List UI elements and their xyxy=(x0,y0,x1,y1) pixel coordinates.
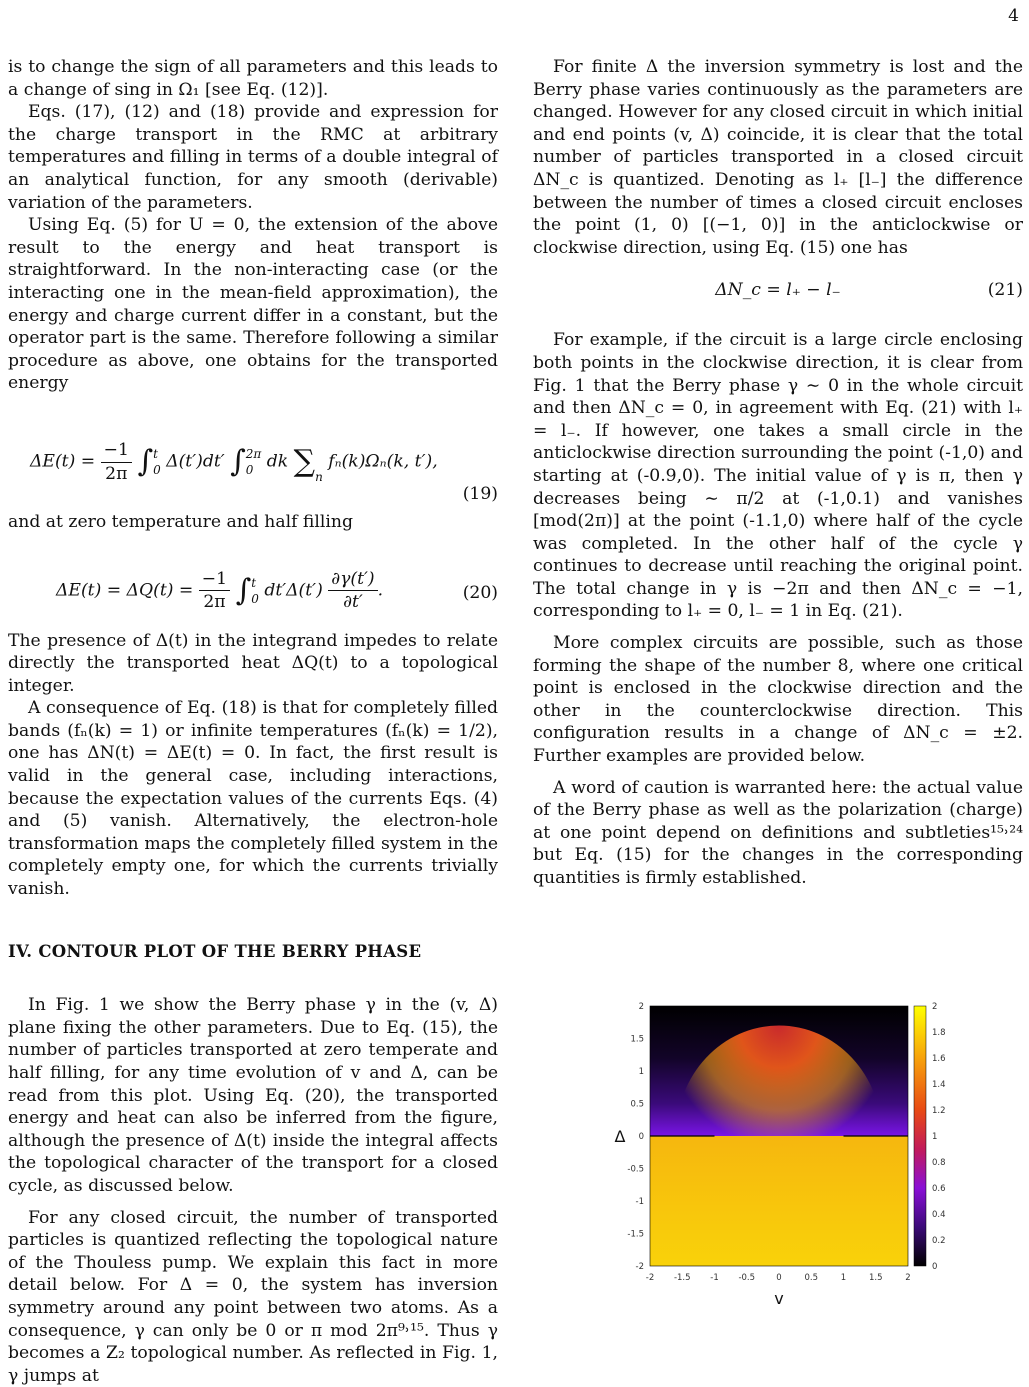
x-tick-label: 0 xyxy=(776,1273,782,1283)
x-tick-label: -2 xyxy=(645,1273,655,1283)
paragraph: is to change the sign of all parameters and this leads to a change of sing in Ω₁ [see Eq. (12)]. xyxy=(8,57,498,100)
eq21-body: ΔN_c = l₊ − l₋ xyxy=(715,280,841,301)
heatmap-chart xyxy=(600,996,980,1326)
colorbar-tick-label: 1.6 xyxy=(932,1054,946,1064)
y-tick-label: 1 xyxy=(638,1067,644,1077)
colorbar-tick-label: 1.8 xyxy=(932,1028,946,1038)
section-title: IV. CONTOUR PLOT OF THE BERRY PHASE xyxy=(8,941,422,961)
x-tick-label: -1 xyxy=(710,1273,719,1283)
eq20-number: (20) xyxy=(462,582,498,603)
x-tick-label: -1.5 xyxy=(673,1273,691,1283)
x-tick-label: -0.5 xyxy=(738,1273,756,1283)
paragraph: Using Eq. (5) for U = 0, the extension of the above result to the energy and heat transport is straightforward. In the non-interacting case (or the interacting one in the mean-field approximation), the energy and charge current differ in a constant, but the operator part is the same. Therefore following a similar procedure as above, one obtains for the transported energy xyxy=(8,215,498,394)
equation-21 xyxy=(533,279,1023,303)
y-tick-label: -2 xyxy=(635,1262,644,1272)
y-axis-label: Δ xyxy=(614,1127,626,1146)
colorbar xyxy=(914,1006,926,1266)
colorbar-tick-label: 2 xyxy=(932,1002,938,1012)
x-tick-label: 1.5 xyxy=(868,1273,883,1283)
colorbar-tick-label: 0.6 xyxy=(932,1184,946,1194)
eq19-tail: fₙ(k)Ωₙ(k, t′), xyxy=(328,451,438,472)
eq19-body: Δ(t′)dt′ xyxy=(166,451,225,472)
eq21-number: (21) xyxy=(987,280,1023,301)
paragraph: For example, if the circuit is a large circle enclosing both points in the clockwise direction, it is clear from Fig. 1 that the Berry phase γ ∼ 0 in the whole circuit and then ΔN_c = 0, in agreement with Eq. (21) with l₊ = l₋. If however, one takes a small circle in the anticlockwise direction surrounding the point (-1,0) and starting at (-0.9,0). The initial value of γ is π, then γ decreases being ∼ π/2 at (-1,0.1) and vanishes [mod(2π)] at the point (-1.1,0) where half of the cycle was completed. In the other half of the cycle γ continues to decrease until reaching the original point. The total change in γ is −2π and then ΔN_c = −1, corresponding to l₊ = 0, l₋ = 1 in Eq. (21). xyxy=(533,330,1023,622)
berry-phase-figure xyxy=(600,996,980,1326)
x-tick-label: 1 xyxy=(840,1273,847,1283)
y-tick-label: -0.5 xyxy=(627,1164,644,1175)
plot-area xyxy=(650,1006,908,1266)
x-tick-label: 0.5 xyxy=(804,1273,819,1283)
equation-19: ΔE(t) = $\frac{-1}{2\pi}$ ∫t 0 Δ(t′)dt′ ∫2π 0 dk ∑n fₙ(k)Ωₙ(k, t′), (19) xyxy=(30,439,498,504)
y-tick-label: 0.5 xyxy=(630,1099,644,1110)
y-tick-label: 1.5 xyxy=(630,1034,644,1045)
paragraph: More complex circuits are possible, such as those forming the shape of the number 8, where one critical point is enclosed in the clockwise direction and the other in the counterclockwise direction. This configuration results in a change of ΔN_c = ±2. Further examples are provided below. xyxy=(533,633,1023,767)
paragraph: and at zero temperature and half filling xyxy=(8,511,353,532)
y-tick-label: 2 xyxy=(638,1002,644,1012)
y-tick-label: 0 xyxy=(638,1132,644,1142)
equation-20: ΔE(t) = ΔQ(t) = $\frac{-1}{2\pi}$ ∫t 0 dt′Δ(t′) $\frac{\partial\gamma(t')}{\partial t'}$ . (20) xyxy=(56,568,498,613)
page-number: 4 xyxy=(1008,6,1019,26)
paragraph: A word of caution is warranted here: the actual value of the Berry phase as well as the polarization (charge) at one point depend on definitions and subtleties¹⁵˒²⁴ but Eq. (15) for the changes in the corresponding quantities is firmly established. xyxy=(533,777,1023,888)
right-column xyxy=(533,56,1023,890)
eq20-lhs: ΔE(t) = ΔQ(t) = xyxy=(56,580,194,601)
y-tick-label: -1.5 xyxy=(627,1229,644,1240)
colorbar-tick-label: 0.8 xyxy=(932,1158,946,1168)
colorbar-tick-label: 1 xyxy=(932,1132,938,1142)
paragraph: Eqs. (17), (12) and (18) provide and expression for the charge transport in the RMC at arbitrary temperatures and filling in terms of a double integral of an analytical function, for any smooth (derivable) variation of the parameters. xyxy=(8,102,498,213)
eq19-number: (19) xyxy=(462,483,498,504)
colorbar-tick-label: 0.2 xyxy=(932,1236,946,1246)
paragraph: For any closed circuit, the number of transported particles is quantized reflecting the topological nature of the Thouless pump. We explain this fact in more detail below. For Δ = 0, the system has inversion symmetry around any point between two atoms. As a consequence, γ can only be 0 or π mod 2π⁹˒¹⁵. Thus γ becomes a Z₂ topological number. As reflected in Fig. 1, γ jumps at xyxy=(8,1207,498,1386)
colorbar-tick-label: 1.2 xyxy=(932,1106,946,1116)
y-tick-label: -1 xyxy=(635,1197,644,1207)
colorbar-tick-label: 1.4 xyxy=(932,1080,946,1090)
left-column xyxy=(8,56,498,1387)
paragraph: In Fig. 1 we show the Berry phase γ in the (v, Δ) plane fixing the other parameters. Due to Eq. (15), the number of particles transported at zero temperate and half filling, for any time evolution of v and Δ, can be read from this plot. Using Eq. (20), the transported energy and heat can also be inferred from the figure, although the presence of Δ(t) inside the integral affects the topological character of the transport for a closed cycle, as discussed below. xyxy=(8,995,498,1196)
x-axis-label: v xyxy=(774,1289,784,1308)
eq20-body: dt′Δ(t′) xyxy=(264,580,323,601)
colorbar-tick-label: 0 xyxy=(932,1262,938,1272)
paragraph: For finite Δ the inversion symmetry is lost and the Berry phase varies continuously as the parameters are changed. However for any closed circuit in which initial and end points (v, Δ) coincide, it is clear that the total number of particles transported in a closed circuit ΔN_c is quantized. Denoting as l₊ [l₋] the difference between the number of times a closed circuit encloses the point (1, 0) [(−1, 0)] in the anticlockwise or clockwise direction, using Eq. (15) one has xyxy=(533,57,1023,258)
colorbar-tick-label: 0.4 xyxy=(932,1210,946,1220)
paragraph: A consequence of Eq. (18) is that for completely filled bands (fₙ(k) = 1) or infinite temperatures (fₙ(k) = 1/2), one has ΔN(t) = ΔE(t) = 0. In fact, the first result is valid in the general case, including interactions, because the expectation values of the currents Eqs. (4) and (5) vanish. Alternatively, the electron-hole transformation maps the completely filled system in the completely empty one, for which the currents trivially vanish. xyxy=(8,698,498,900)
paragraph: The presence of Δ(t) in the integrand impedes to relate directly the transported heat ΔQ(t) to a topological integer. xyxy=(8,630,498,696)
x-tick-label: 2 xyxy=(905,1273,911,1283)
eq19-lhs: ΔE(t) = xyxy=(30,451,96,472)
